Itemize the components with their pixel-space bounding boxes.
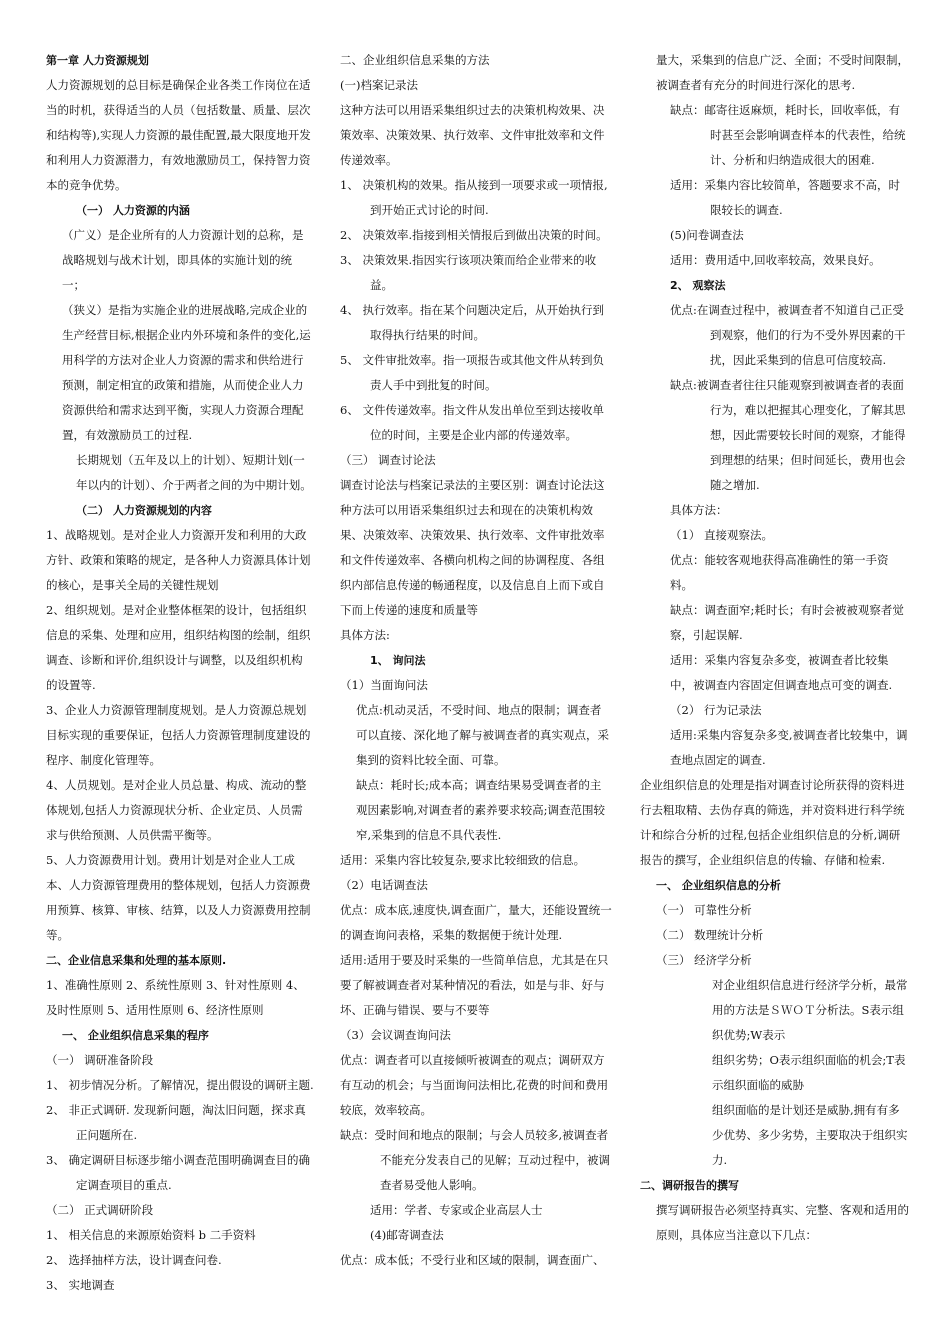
meeting-usage: 适用：学者、专家或企业高层人士 <box>370 1203 543 1217</box>
analysis-statistics: （二） 数理统计分析 <box>656 928 764 942</box>
mail-usage: 适用：采集内容比较简单，答题要求不高，时限较长的调查. <box>670 178 900 217</box>
questionnaire-survey: (5)问卷调查法 <box>670 228 744 242</box>
archive-item-2: 2、 决策效率.指接到相关情报后到做出决策的时间。 <box>340 228 608 242</box>
method-discussion-desc: 调查讨论法与档案记录法的主要区别：调查讨论法这种方法可以用语采集组织过去和现在的决策机构效果、决策效率、决策效果、执行效率、文件审批效率和文件传递效率、各横向机构之间的协调程度、各组织内部信息传递的畅通程度，以及信息自上而下或自下而上传递的速度和质量等 <box>340 478 605 617</box>
broad-definition: （广义）是企业所有的人力资源计划的总称，是战略规划与战术计划，即具体的实施计划的统一； <box>62 228 304 292</box>
meeting-disadvantages: 缺点：受时间和地点的限制；与会人员较多,被调查者不能充分发表自己的见解；互动过程中，被调查者易受他人影响。 <box>340 1128 610 1192</box>
mail-disadvantages: 缺点：邮寄往返麻烦，耗时长，回收率低，有时甚至会影响调查样本的代表性，给统计、分析和归纳造成很大的困难. <box>670 103 906 167</box>
mail-advantages: 优点：成本低；不受行业和区域的限制，调查面广、 <box>340 1253 605 1267</box>
heading-procedure: 一、 企业组织信息采集的程序 <box>62 1029 209 1042</box>
mail-advantages-cont: 量大，采集到的信息广泛、全面；不受时间限制，被调查者有充分的时间进行深化的思考. <box>656 53 909 92</box>
onsite-disadvantages: 缺点：耗时长;成本高；调查结果易受调查者的主观因素影响,对调查者的素养要求较高;调查范围较窄,采集到的信息不具代表性. <box>356 778 606 842</box>
direct-advantages: 优点：能较客观地获得高准确性的第一手资料。 <box>670 553 889 592</box>
principles-list: 1、准确性原则 2、系统性原则 3、针对性原则 4、及时性原则 5、适用性原则 6、经济性原则 <box>46 978 305 1017</box>
behavior-usage: 适用:采集内容复杂多变,被调查者比较集中，调查地点固定的调查. <box>670 728 908 767</box>
processing-paragraph: 企业组织信息的处理是指对调查讨论所获得的资料进行去粗取精、去伪存真的筛选，并对资料进行科学统计和综合分析的过程,包括企业组织信息的分析,调研报告的撰写，企业组织信息的传输、存储和检索. <box>640 778 905 867</box>
direct-observation: （1） 直接观察法。 <box>670 528 773 542</box>
stage-formal: （二） 正式调研阶段 <box>46 1203 154 1217</box>
mail-survey: (4)邮寄调查法 <box>370 1228 444 1242</box>
inquiry-title: 1、 询问法 <box>370 654 426 667</box>
analysis-title: 一、 企业组织信息的分析 <box>656 879 781 892</box>
method-archive: (一)档案记录法 <box>340 78 418 92</box>
narrow-definition: （狭义）是指为实施企业的进展战略,完成企业的生产经营目标,根据企业内外环境和条件的变化,运用科学的方法对企业人力资源的需求和供给进行预测，制定相宜的政策和措施，从而使企业人力资源供给和需求达到平衡，实现人力资源合理配置，有效激励员工的过程. <box>62 303 311 442</box>
onsite-advantages: 优点:机动灵活，不受时间、地点的限制；调查者可以直接、深化地了解与被调查者的真实观点，采集到的资料比较全面、可靠。 <box>356 703 609 767</box>
content-item-3: 3、企业人力资源管理制度规划。是人力资源总规划目标实现的重要保证，包括人力资源管理制度建设的程序、制度化管理等。 <box>46 703 311 767</box>
archive-item-5: 5、 文件审批效率。指一项报告或其他文件从转到负责人手中到批复的时间。 <box>340 353 604 392</box>
chapter-title: 第一章 人力资源规划 <box>46 54 149 67</box>
content-item-2: 2、组织规划。是对企业整体框架的设计，包括组织信息的采集、处理和应用，组织结构图的绘制，组织调查、诊断和评价,组织设计与调整，以及组织机构的设置等. <box>46 603 311 692</box>
intro-paragraph: 人力资源规划的总目标是确保企业各类工作岗位在适当的时机，获得适当的人员（包括数量、质量、层次和结构等),实现人力资源的最佳配置,最大限度地开发和利用人力资源潜力，有效地激励员工，保持智力资本的竞争优势。 <box>46 78 311 192</box>
questionnaire-usage: 适用：费用适中,回收率较高，效果良好。 <box>670 253 881 267</box>
planning-terms: 长期规划（五年及以上的计划）、短期计划(一年以内的计划）、介于两者之间的为中期计划。 <box>76 453 312 492</box>
onsite-usage: 适用：采集内容比较复杂,要求比较细致的信息。 <box>340 853 586 867</box>
column-middle <box>340 48 612 1273</box>
stage-formal-item-3: 3、 实地调查 <box>46 1278 115 1292</box>
content-item-1: 1、战略规划。是对企业人力资源开发和利用的大政方针、政策和策略的规定，是各种人力资源具体计划的核心，是事关全局的关键性规划 <box>46 528 311 592</box>
stage-prep: （一） 调研准备阶段 <box>46 1053 154 1067</box>
method-archive-desc: 这种方法可以用语采集组织过去的决策机构效果、决策效率、决策效果、执行效率、文件审批效率和文件传递效率。 <box>340 103 605 167</box>
swot-line-1: 对企业组织信息进行经济学分析，最常用的方法是ＳＷＯＴ分析法。S表示组织优势;W表示 <box>712 978 908 1042</box>
stage-prep-item-2: 2、 非正式调研. 发现新问题，淘汰旧问题，探求真正问题所在. <box>46 1103 306 1142</box>
phone-usage: 适用:适用于要及时采集的一些简单信息，尤其是在只要了解被调查者对某种情况的看法，如是与非、好与坏、正确与错误、要与不要等 <box>340 953 609 1017</box>
archive-item-6: 6、 文件传递效率。指文件从发出单位至到达接收单位的时间，主要是企业内部的传递效率。 <box>340 403 604 442</box>
observation-disadvantages: 缺点:被调查者往往只能观察到被调查者的表面行为，难以把握其心理变化，了解其思想，因此需要较长时间的观察，才能得到理想的结果；但时间延长，费用也会随之增加. <box>670 378 906 492</box>
behavior-record: （2） 行为记录法 <box>670 703 762 717</box>
onsite-inquiry: （1）当面询问法 <box>340 678 428 692</box>
heading-connotation: （一） 人力资源的内涵 <box>76 204 190 217</box>
direct-usage: 适用：采集内容复杂多变，被调查者比较集中，被调查内容固定但调查地点可变的调查. <box>670 653 893 692</box>
analysis-economics: （三） 经济学分析 <box>656 953 752 967</box>
swot-line-2: 组织劣势；O表示组织面临的机会;T表示组织面临的威胁 <box>712 1053 906 1092</box>
report-title: 二、调研报告的撰写 <box>640 1179 739 1192</box>
archive-item-4: 4、 执行效率。指在某个问题决定后，从开始执行到取得执行结果的时间。 <box>340 303 604 342</box>
archive-item-3: 3、 决策效果.指因实行该项决策而给企业带来的收益。 <box>340 253 597 292</box>
specific-methods-label: 具体方法: <box>340 628 390 642</box>
stage-prep-item-3: 3、 确定调研目标逐步缩小调查范围明确调查目的确定调查项目的重点. <box>46 1153 310 1192</box>
observation-methods-label: 具体方法： <box>670 503 728 517</box>
direct-disadvantages: 缺点：调查面窄;耗时长；有时会被被观察者觉察，引起误解. <box>670 603 904 642</box>
heading-content: （二） 人力资源规划的内容 <box>76 504 212 517</box>
archive-item-1: 1、 决策机构的效果。指从接到一项要求或一项情报,到开始正式讨论的时间. <box>340 178 608 217</box>
report-description: 撰写调研报告必须坚持真实、完整、客观和适用的原则，具体应当注意以下几点： <box>656 1203 909 1242</box>
observation-advantages: 优点:在调查过程中，被调查者不知道自己正受到观察，他们的行为不受外界因素的干扰，因此采集到的信息可信度较高. <box>670 303 906 367</box>
section-principles-title: 二、企业信息采集和处理的基本原则. <box>46 954 227 967</box>
column-right <box>640 48 910 1248</box>
stage-formal-item-2: 2、 选择抽样方法，设计调查问卷. <box>46 1253 222 1267</box>
swot-line-3: 组织面临的是计划还是威胁,拥有有多少优势、多少劣势，主要取决于组织实力. <box>712 1103 908 1167</box>
stage-formal-item-1: 1、 相关信息的来源原始资料 b 二手资料 <box>46 1228 256 1242</box>
analysis-reliability: （一） 可靠性分析 <box>656 903 752 917</box>
content-item-4: 4、人员规划。是对企业人员总量、构成、流动的整体规划,包括人力资源现状分析、企业定员、人员需求与供给预测、人员供需平衡等。 <box>46 778 307 842</box>
meeting-advantages: 优点：调查者可以直接倾听被调查的观点；调研双方有互动的机会；与当面询问法相比,花费的时间和费用较底，效率较高。 <box>340 1053 609 1117</box>
phone-survey: （2）电话调查法 <box>340 878 428 892</box>
method-discussion: （三） 调查讨论法 <box>340 453 436 467</box>
column-left <box>46 48 314 1298</box>
content-item-5: 5、人力资源费用计划。费用计划是对企业人工成本、人力资源管理费用的整体规划，包括人力资源费用预算、核算、审核、结算，以及人力资源费用控制等。 <box>46 853 311 942</box>
stage-prep-item-1: 1、 初步情况分析。了解情况，提出假设的调研主题. <box>46 1078 314 1092</box>
section-methods-title: 二、企业组织信息采集的方法 <box>340 53 490 67</box>
phone-advantages: 优点：成本底,速度快,调查面广，量大，还能设置统一的调查询问表格，采集的数据便于统计处理. <box>340 903 612 942</box>
observation-title: 2、 观察法 <box>670 279 726 292</box>
meeting-survey: （3）会议调查询问法 <box>340 1028 451 1042</box>
